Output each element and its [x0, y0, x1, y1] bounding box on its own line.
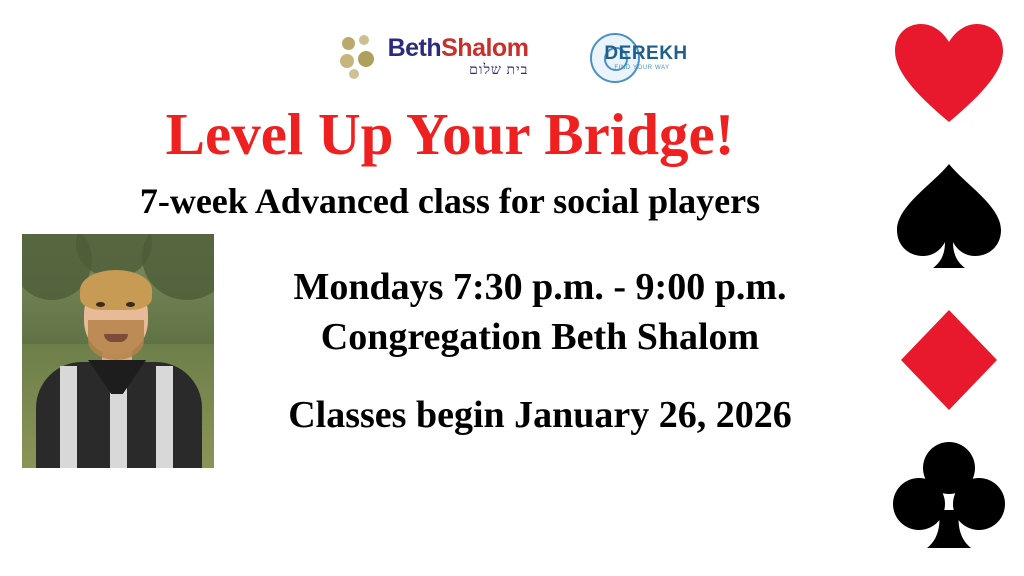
derekh-name: DEREKH	[604, 43, 688, 64]
club-suit-icon	[874, 440, 1024, 556]
dots-logo-icon	[340, 35, 382, 79]
diamond-suit-icon	[874, 308, 1024, 416]
page-title: Level Up Your Bridge!	[165, 101, 735, 167]
detail-time: Mondays 7:30 p.m. - 9:00 p.m.	[293, 266, 787, 308]
detail-start-date: Classes begin January 26, 2026	[288, 394, 792, 437]
page-subtitle: 7-week Advanced class for social players	[139, 181, 761, 221]
instructor-photo	[22, 234, 214, 468]
card-suits-column	[874, 0, 1024, 576]
derekh-logo	[588, 29, 688, 85]
beth-shalom-logo	[340, 35, 529, 79]
detail-location: Congregation Beth Shalom	[320, 316, 760, 359]
beth-shalom-hebrew: בית שלום	[469, 63, 529, 78]
beth-shalom-name-part2: Shalom	[441, 34, 529, 62]
beth-shalom-wordmark	[388, 36, 529, 78]
derekh-tagline: FIND YOUR WAY	[614, 65, 670, 71]
beth-shalom-name-part1: Beth	[387, 34, 442, 62]
logo-row	[0, 22, 1024, 92]
heart-suit-icon	[874, 22, 1024, 130]
spade-suit-icon	[874, 160, 1024, 276]
details-block	[210, 262, 870, 440]
